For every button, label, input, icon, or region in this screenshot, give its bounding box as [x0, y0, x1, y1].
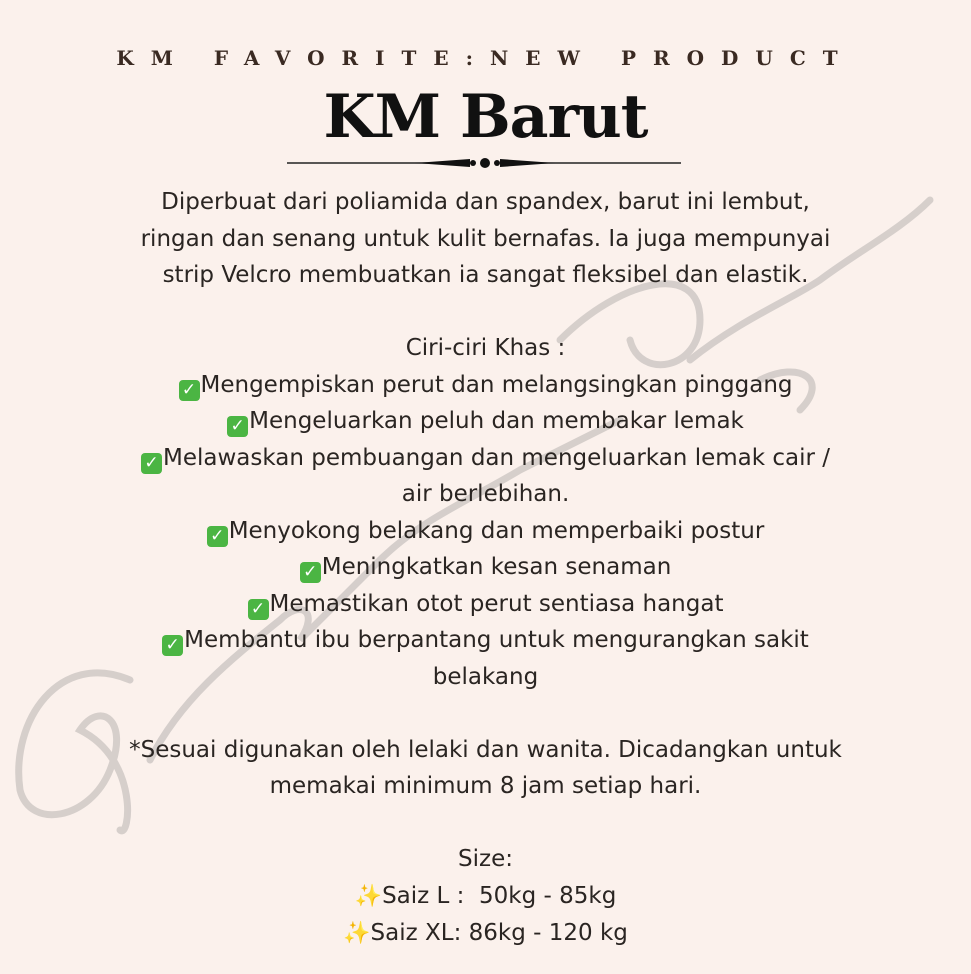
size-item: ✨Saiz L : 50kg - 85kg: [354, 882, 617, 909]
size-item: ✨Saiz XL: 86kg - 120 kg: [343, 920, 628, 946]
features-heading: Ciri-ciri Khas :: [405, 335, 566, 361]
sparkles-icon: ✨: [343, 921, 371, 946]
check-icon: ✓: [162, 635, 183, 656]
check-icon: ✓: [141, 453, 162, 474]
size-heading: Size:: [458, 846, 513, 872]
feature-item: ✓ Meningkatkan kesan senaman: [60, 549, 911, 586]
kicker-label: KM FAVORITE:NEW PRODUCT: [116, 46, 855, 70]
check-icon: ✓: [179, 380, 200, 401]
feature-item: ✓ Melawaskan pembuangan dan mengeluarkan lemak cair /: [60, 440, 911, 477]
feature-item: ✓ Menyokong belakang dan memperbaiki postur: [60, 513, 911, 550]
check-icon: ✓: [227, 416, 248, 437]
sparkles-icon: ✨: [354, 883, 383, 909]
feature-item: ✓ Memastikan otot perut sentiasa hangat: [60, 586, 911, 623]
check-icon: ✓: [300, 562, 321, 583]
description-line: strip Velcro membuatkan ia sangat fleksibel dan elastik.: [162, 262, 809, 288]
feature-item-continuation: air berlebihan.: [401, 481, 570, 507]
usage-note: memakai minimum 8 jam setiap hari.: [269, 773, 702, 799]
feature-item: ✓ Mengeluarkan peluh dan membakar lemak: [60, 403, 911, 440]
feature-item: ✓ Membantu ibu berpantang untuk mengurangkan sakit: [60, 622, 911, 659]
title-divider: [285, 150, 685, 176]
check-icon: ✓: [248, 599, 269, 620]
feature-item: ✓ Mengempiskan perut dan melangsingkan pinggang: [60, 367, 911, 404]
usage-note: *Sesuai digunakan oleh lelaki dan wanita. Dicadangkan untuk: [129, 736, 842, 763]
content-body: [60, 184, 911, 953]
description-line: ringan dan senang untuk kulit bernafas. Ia juga mempunyai: [140, 225, 831, 252]
description-line: Diperbuat dari poliamida dan spandex, barut ini lembut,: [161, 189, 810, 215]
page-title: KM Barut: [323, 82, 648, 152]
feature-item-continuation: belakang: [432, 663, 539, 690]
check-icon: ✓: [207, 526, 228, 547]
